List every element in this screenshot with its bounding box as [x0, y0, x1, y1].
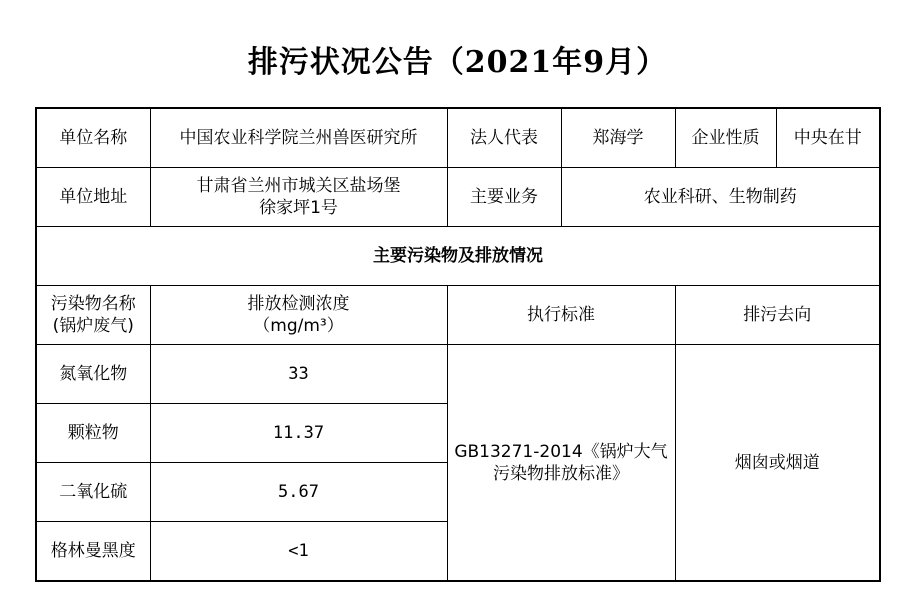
- address-line-1: 甘肃省兰州市城关区盐场堡: [196, 176, 401, 196]
- destination-value: 烟囱或烟道: [675, 345, 880, 582]
- discharge-table: [35, 107, 881, 582]
- standard-header: 执行标准: [447, 286, 675, 345]
- company-name-label: 单位名称: [36, 108, 150, 168]
- legal-rep-value: 郑海学: [561, 108, 675, 168]
- pollutant-name: 二氧化硫: [36, 463, 150, 522]
- company-name-value: 中国农业科学院兰州兽医研究所: [150, 108, 447, 168]
- address-line-2: 徐家坪1号: [259, 198, 338, 218]
- section-title-row: [36, 227, 880, 286]
- pollutant-name-header: [36, 286, 150, 345]
- company-name-row: [36, 108, 880, 168]
- company-nature-label: 企业性质: [675, 108, 776, 168]
- destination-header: 排污去向: [675, 286, 880, 345]
- pollutant-name: 氮氧化物: [36, 345, 150, 404]
- pollutant-header-row: [36, 286, 880, 345]
- standard-line-2: 污染物排放标准》: [493, 463, 629, 484]
- pollutant-value: 11.37: [150, 404, 447, 463]
- pollutant-name: 颗粒物: [36, 404, 150, 463]
- company-address-row: [36, 168, 880, 227]
- company-nature-value: 中央在甘: [776, 108, 880, 168]
- business-value: 农业科研、生物制药: [561, 168, 880, 227]
- address-value: [150, 168, 447, 227]
- pollutant-header-line-2: (锅炉废气): [52, 316, 134, 336]
- concentration-header: [150, 286, 447, 345]
- legal-rep-label: 法人代表: [447, 108, 561, 168]
- section-title: 主要污染物及排放情况: [36, 227, 880, 286]
- pollutant-header-line-1: 污染物名称: [50, 294, 136, 314]
- table-row: [36, 345, 880, 404]
- pollutant-value: 33: [150, 345, 447, 404]
- pollutant-value: <1: [150, 522, 447, 582]
- concentration-header-line-2: （mg/m³）: [253, 316, 344, 336]
- standard-line-1: GB13271-2014《锅炉大气: [454, 441, 668, 462]
- standard-value: [447, 345, 675, 582]
- address-label: 单位地址: [36, 168, 150, 227]
- business-label: 主要业务: [447, 168, 561, 227]
- pollutant-value: 5.67: [150, 463, 447, 522]
- page-title: 排污状况公告（2021年9月）: [247, 45, 668, 80]
- concentration-header-line-1: 排放检测浓度: [247, 294, 350, 314]
- pollutant-name: 格林曼黑度: [36, 522, 150, 582]
